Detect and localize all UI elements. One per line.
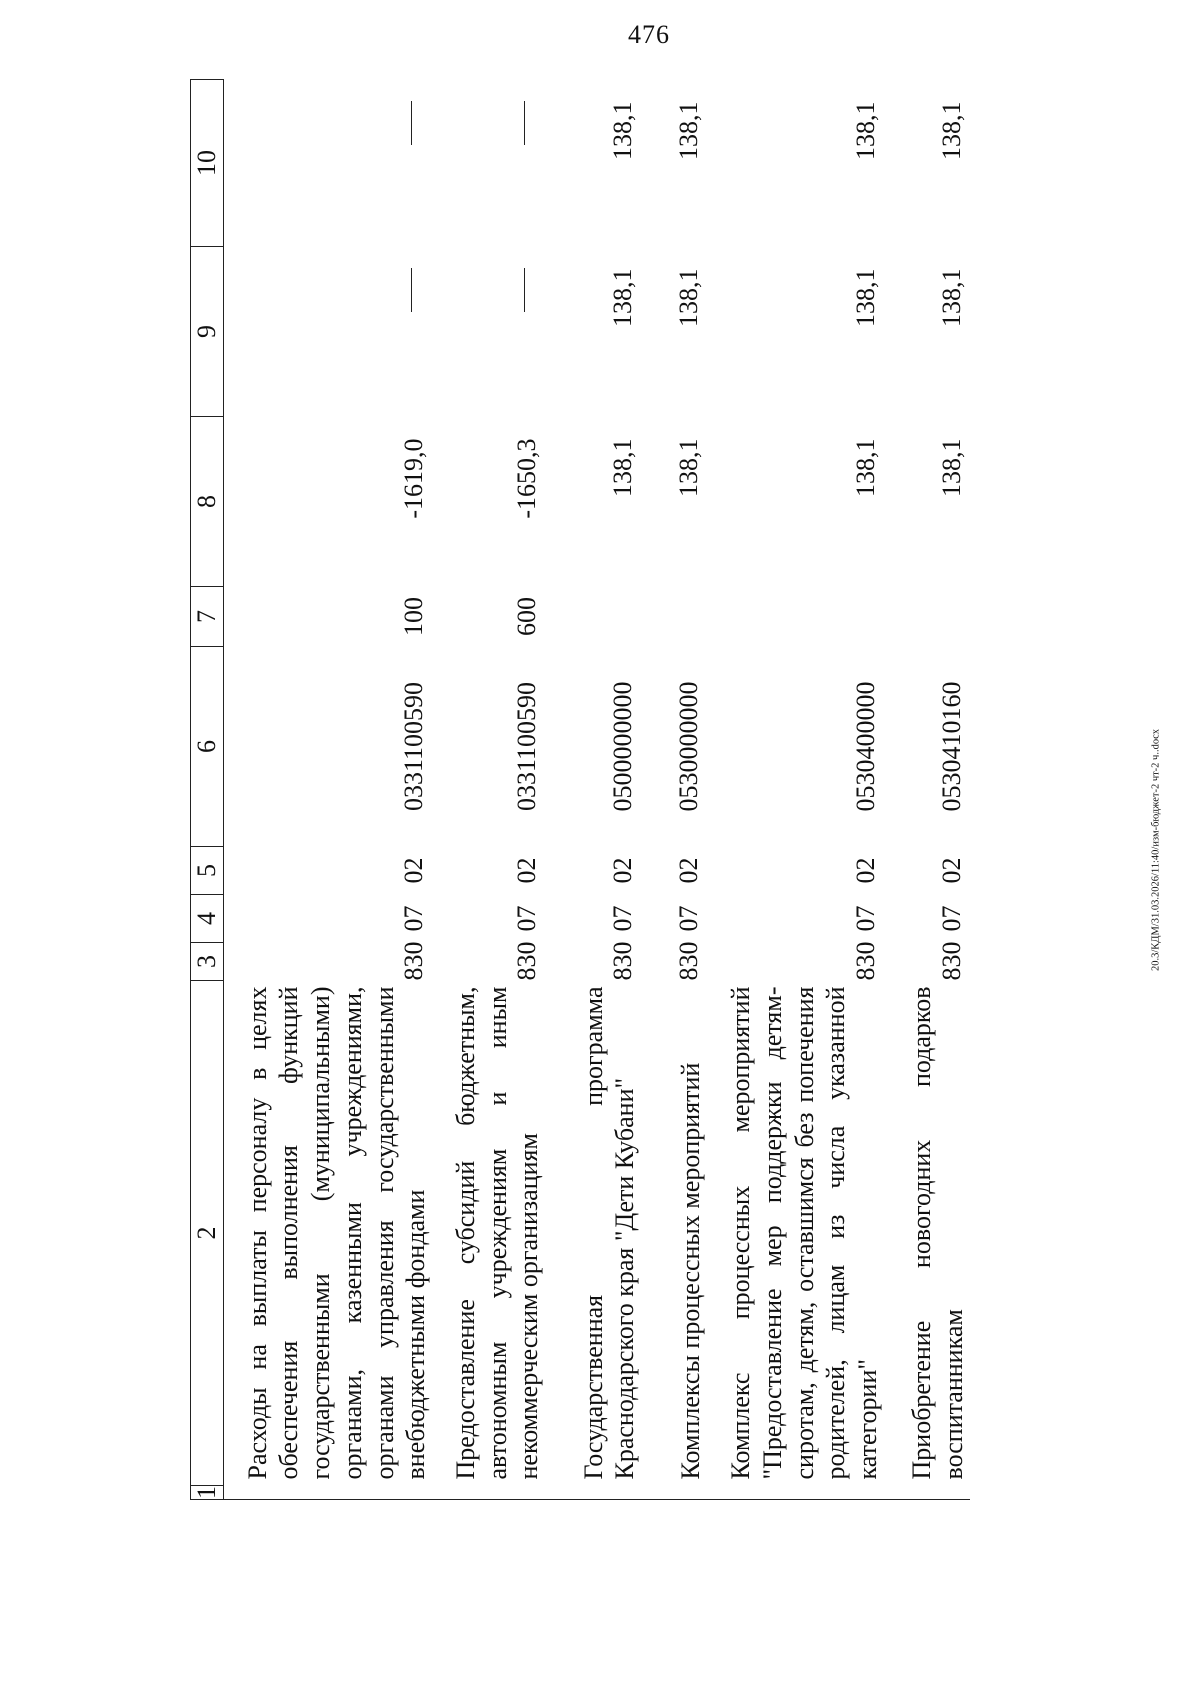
kvsr-cell: 830 [399, 941, 429, 981]
dash-mark [411, 102, 412, 146]
kvsr-cell: 830 [851, 941, 881, 981]
expense-type-cell: 600 [512, 597, 542, 636]
amount-cell: 138,1 [937, 438, 967, 497]
table-row [545, 80, 641, 1500]
section-cell: 07 [608, 905, 638, 932]
empty [884, 1486, 970, 1500]
amount-cell [223, 80, 432, 247]
kvsr-cell: 830 [608, 941, 638, 981]
subsection-cell: 02 [608, 857, 638, 884]
amount-cell [432, 80, 545, 247]
empty [707, 1486, 884, 1500]
amount-cell: -1619,0 [399, 438, 429, 519]
subsection-cell: 02 [937, 857, 967, 884]
amount-cell: 138,1 [851, 268, 881, 327]
table-body [223, 80, 970, 1500]
amount-cell: 138,1 [608, 268, 638, 327]
subsection-cell: 02 [674, 857, 704, 884]
expense-type-cell [707, 587, 884, 647]
kvsr-cell: 830 [674, 941, 704, 981]
budget-table [190, 79, 970, 1500]
kvsr-cell: 830 [512, 941, 542, 981]
description-cell: Комплексы процессных мероприятий [676, 1062, 706, 1480]
section-cell: 07 [851, 905, 881, 932]
table-row [641, 80, 707, 1500]
target-article-cell: 0331100590 [512, 681, 542, 812]
description-cell: Комплекс процессных мероприятий "Предоставление мер поддержки детям-сиротам, детям, оставшимся без попечения родителей, лицам из числа указанной категории" [726, 986, 883, 1480]
dash-mark [524, 102, 525, 146]
empty [545, 1486, 641, 1500]
amount-cell: 138,1 [851, 438, 881, 497]
empty [223, 1486, 432, 1500]
header-cell: 6 [191, 647, 224, 847]
table-row [884, 80, 970, 1500]
section-cell: 07 [512, 905, 542, 932]
target-article-cell: 0530000000 [674, 681, 704, 812]
header-cell: 5 [191, 847, 224, 895]
kvsr-cell: 830 [937, 941, 967, 981]
empty [432, 1486, 545, 1500]
header-cell: 1 [191, 1486, 224, 1500]
amount-cell: 138,1 [608, 438, 638, 497]
amount-cell [432, 247, 545, 417]
header-cell: 3 [191, 943, 224, 981]
target-article-cell: 0500000000 [608, 681, 638, 812]
subsection-cell: 02 [399, 857, 429, 884]
dash-mark [411, 269, 412, 313]
table-row [432, 80, 545, 1500]
target-article-cell: 0331100590 [399, 681, 429, 812]
header-cell: 8 [191, 417, 224, 587]
description-cell: Государственная программа Краснодарского края "Дети Кубани" [578, 986, 640, 1480]
amount-cell: 138,1 [608, 101, 638, 160]
section-cell: 07 [937, 905, 967, 932]
description-cell: Расходы на выплаты персоналу в целях обеспечения выполнения функций государственными (муниципальными) органами, казенными учреждениями, органами управления государственными внебюджетными фондами [242, 986, 431, 1480]
table-row [223, 80, 432, 1500]
section-cell: 07 [674, 905, 704, 932]
description-cell: Предоставление субсидий бюджетным, автономным учреждениям и иным некоммерческим организациям [451, 986, 544, 1480]
budget-table-container [190, 80, 1200, 1500]
amount-cell: -1650,3 [512, 438, 542, 519]
expense-type-cell [545, 587, 641, 647]
header-cell: 7 [191, 587, 224, 647]
target-article-cell: 0530410160 [937, 681, 967, 812]
amount-cell: 138,1 [674, 101, 704, 160]
header-cell: 4 [191, 895, 224, 943]
header-cell: 2 [191, 981, 224, 1486]
expense-type-cell [641, 587, 707, 647]
description-cell: Приобретение новогодних подарков воспитанникам [907, 986, 969, 1480]
dash-mark [524, 269, 525, 313]
table-row [707, 80, 884, 1500]
expense-type-cell: 100 [399, 597, 429, 636]
header-cell: 9 [191, 247, 224, 417]
expense-type-cell [884, 587, 970, 647]
target-article-cell: 0530400000 [851, 681, 881, 812]
amount-cell: 138,1 [937, 268, 967, 327]
amount-cell: 138,1 [674, 268, 704, 327]
empty [641, 1486, 707, 1500]
header-cell: 10 [191, 80, 224, 247]
subsection-cell: 02 [512, 857, 542, 884]
page-number: 476 [628, 20, 670, 49]
amount-cell [223, 247, 432, 417]
amount-cell: 138,1 [674, 438, 704, 497]
amount-cell: 138,1 [851, 101, 881, 160]
table-header [191, 80, 224, 1500]
subsection-cell: 02 [851, 857, 881, 884]
amount-cell: 138,1 [937, 101, 967, 160]
section-cell: 07 [399, 905, 429, 932]
footer-note-text: 20.3/КДМ/31.03.2026/11:40/изм-бюджет-2 чт-2 ч..docx [1150, 729, 1162, 971]
